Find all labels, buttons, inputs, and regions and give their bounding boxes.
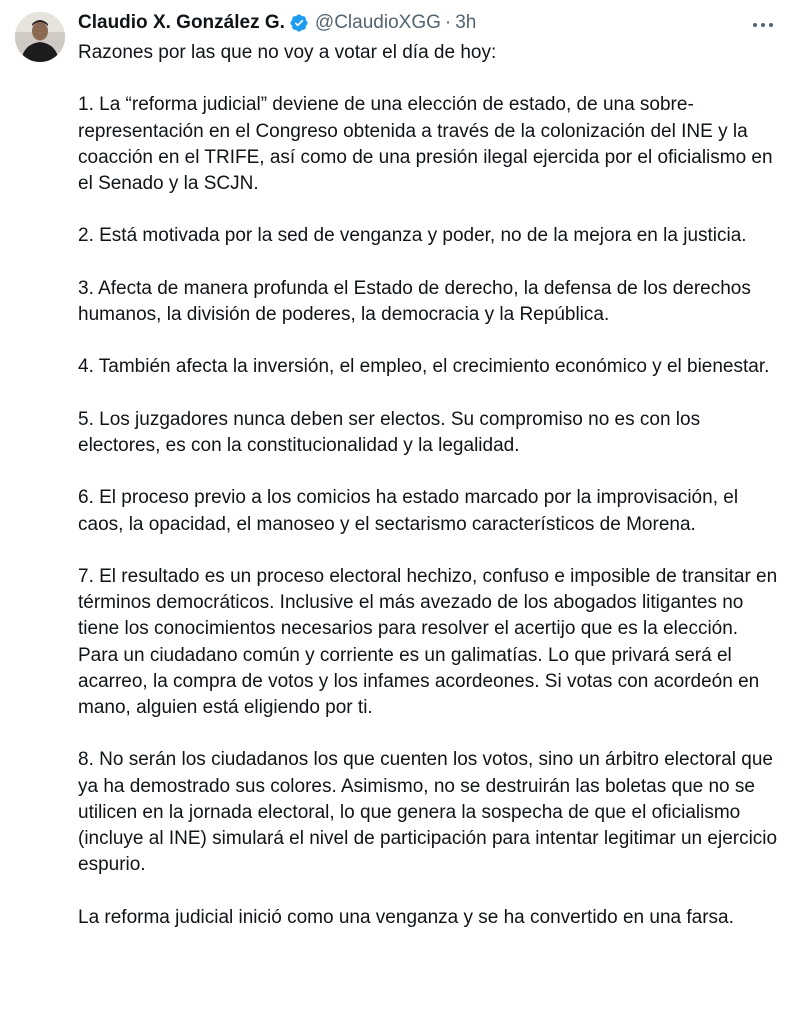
- tweet-paragraph-4: 4. También afecta la inversión, el empleo, el crecimiento económico y el bienestar.: [78, 356, 770, 378]
- tweet-timestamp[interactable]: 3h: [455, 12, 477, 33]
- tweet-header: [78, 10, 476, 36]
- tweet-paragraph-6: 6. El proceso previo a los comicios ha estado marcado por la improvisación, el caos, la opacidad, el manoseo y el sectarismo característicos de Morena.: [78, 487, 739, 535]
- tweet-paragraph-intro: Razones por las que no voy a votar el día de hoy:: [78, 42, 497, 63]
- tweet-paragraph-closing: La reforma judicial inició como una venganza y se ha convertido en una farsa.: [78, 906, 734, 928]
- tweet-paragraph-3: 3. Afecta de manera profunda el Estado de derecho, la defensa de los derechos humanos, la división de poderes, la democracia y la República.: [78, 277, 751, 325]
- more-options-icon[interactable]: [746, 12, 780, 38]
- author-display-name[interactable]: Claudio X. González G.: [78, 12, 285, 33]
- avatar-photo-icon: [15, 12, 65, 62]
- verified-badge-icon[interactable]: [289, 13, 309, 33]
- tweet-paragraph-5: 5. Los juzgadores nunca deben ser electos. Su compromiso no es con los electores, es con la constitucionalidad y la legalidad.: [78, 408, 701, 456]
- tweet-paragraph-7: 7. El resultado es un proceso electoral hechizo, confuso e imposible de transitar en términos democráticos. Inclusive el más avezado de los abogados litigantes no tiene los conocimientos necesarios para resolver el acertijo que es la elección. Para un ciudadano común y corriente es un galimatías. Lo que privará será el acarreo, la compra de votos y los infames acordeones. Si votas con acordeón en mano, alguien está eligiendo por ti.: [78, 565, 778, 718]
- avatar[interactable]: [15, 12, 65, 62]
- tweet-text: [78, 40, 778, 957]
- tweet-paragraph-2: 2. Está motivada por la sed de venganza y poder, no de la mejora en la justicia.: [78, 225, 747, 247]
- tweet-paragraph-1: 1. La “reforma judicial” deviene de una elección de estado, de una sobre-representación en el Congreso obtenida a través de la colonización del INE y la coacción en el TRIFE, así como de una presión ilegal ejercida por el oficialismo en el Senado y la SCJN.: [78, 94, 773, 194]
- tweet-paragraph-8: 8. No serán los ciudadanos los que cuenten los votos, sino un árbitro electoral que ya ha demostrado sus colores. Asimismo, no se destruirán las boletas que no se utilicen en la jornada electoral, lo que genera la sospecha de que el oficialismo (incluye al INE) simulará el nivel de participación para intentar legitimar un ejercicio espurio.: [78, 749, 778, 876]
- header-separator: ·: [444, 12, 452, 33]
- author-handle[interactable]: @ClaudioXGG: [314, 12, 441, 33]
